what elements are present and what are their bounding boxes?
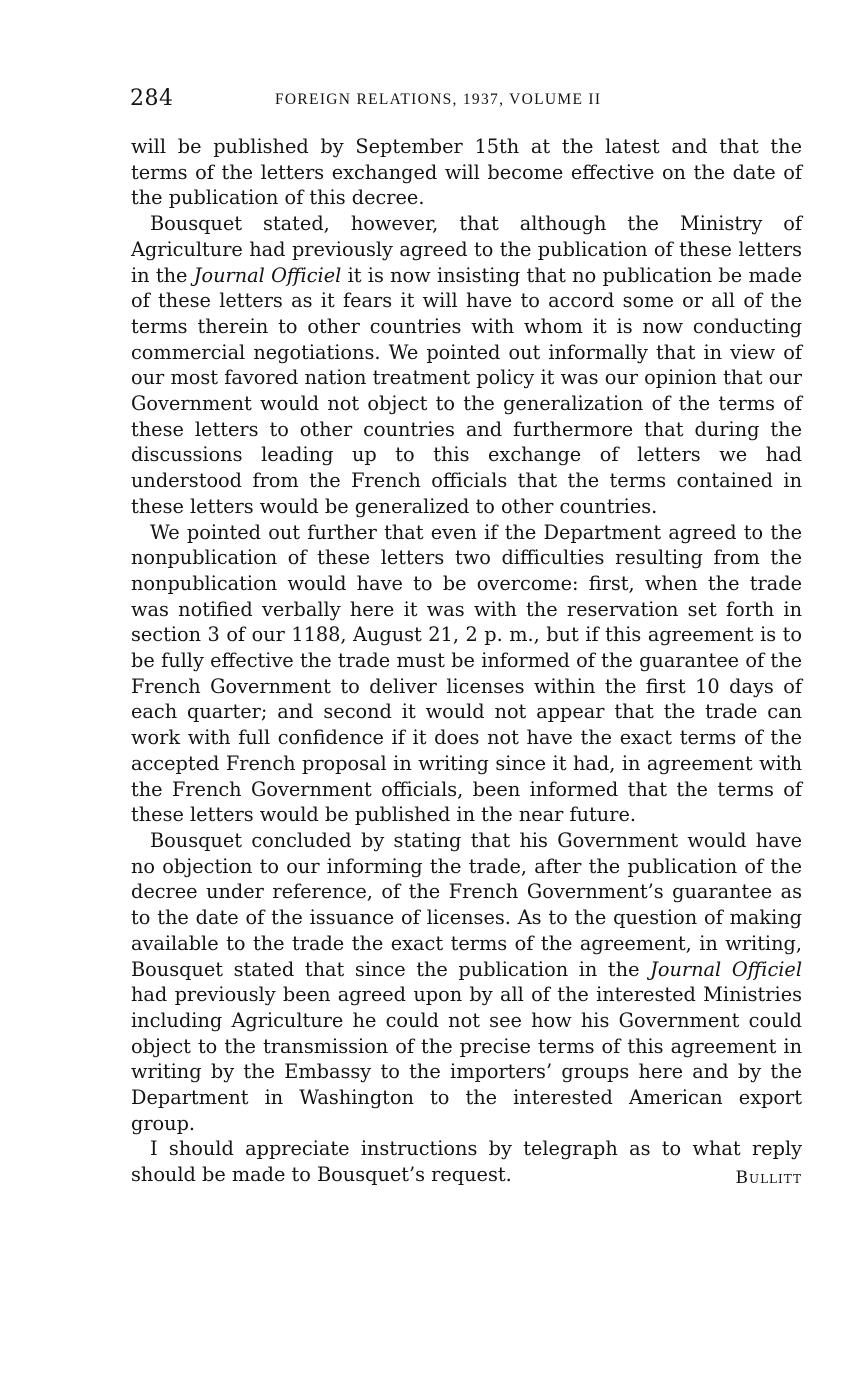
page-header	[130, 86, 802, 118]
paragraph-1: will be published by September 15th at the latest and that the terms of the letters exchanged will become effective on the date of the publication of this decree.	[131, 135, 802, 210]
paragraph-2: Bousquet stated, however, that although the Ministry of Agriculture had previously agreed to the publication of these letters in the Journal Officiel it is now insisting that no publication be made of these letters as it fears it will have to accord some or all of the terms therein to other countries with whom it is now conducting commercial negotiations. We pointed out informally that in view of our most favored nation treatment policy it was our opinion that our Government would not object to the generalization of the terms of these letters to other countries and furthermore that during the discussions leading up to this exchange of letters we had understood from the French officials that the terms contained in these letters would be generalized to other countries.	[131, 212, 803, 518]
paragraph-5: I should appreciate instructions by telegraph as to what reply should be made to Bousquet’s request.	[131, 1137, 802, 1187]
page-number: 284	[130, 86, 174, 111]
paragraph-3: We pointed out further that even if the Department agreed to the nonpublication of these letters two difficulties resulting from the nonpublication would have to be overcome: first, when the trade was notified verbally here it was with the reservation set forth in section 3 of our 1188, August 21, 2 p. m., but if this agreement is to be fully effective the trade must be informed of the guarantee of the French Government to deliver licenses within the first 10 days of each quarter; and second it would not appear that the trade can work with full confidence if it does not have the exact terms of the accepted French proposal in writing since it had, in agreement with the French Government officials, been informed that the terms of these letters would be published in the near future.	[131, 520, 802, 827]
publication-title: Journal Officiel	[193, 263, 342, 287]
signature: Bullitt	[735, 1168, 802, 1188]
publication-title: Journal Officiel	[650, 957, 802, 981]
paragraph-4: Bousquet concluded by stating that his Government would have no objection to our informing the trade, after the publication of the decree under reference, of the French Government’s guarantee as to the date of the issuance of licenses. As to the question of making available to the trade the exact terms of the agreement, in writing, Bousquet stated that since the publication in the Journal Officiel had previously been agreed upon by all of the interested Ministries including Agriculture he could not see how his Government could object to the transmission of the precise terms of this agreement in writing by the Embassy to the importers’ groups here and by the Department in Washington to the interested American export group.	[131, 828, 802, 1135]
running-head: FOREIGN RELATIONS, 1937, VOLUME II	[275, 91, 602, 108]
document-body	[131, 134, 802, 1188]
